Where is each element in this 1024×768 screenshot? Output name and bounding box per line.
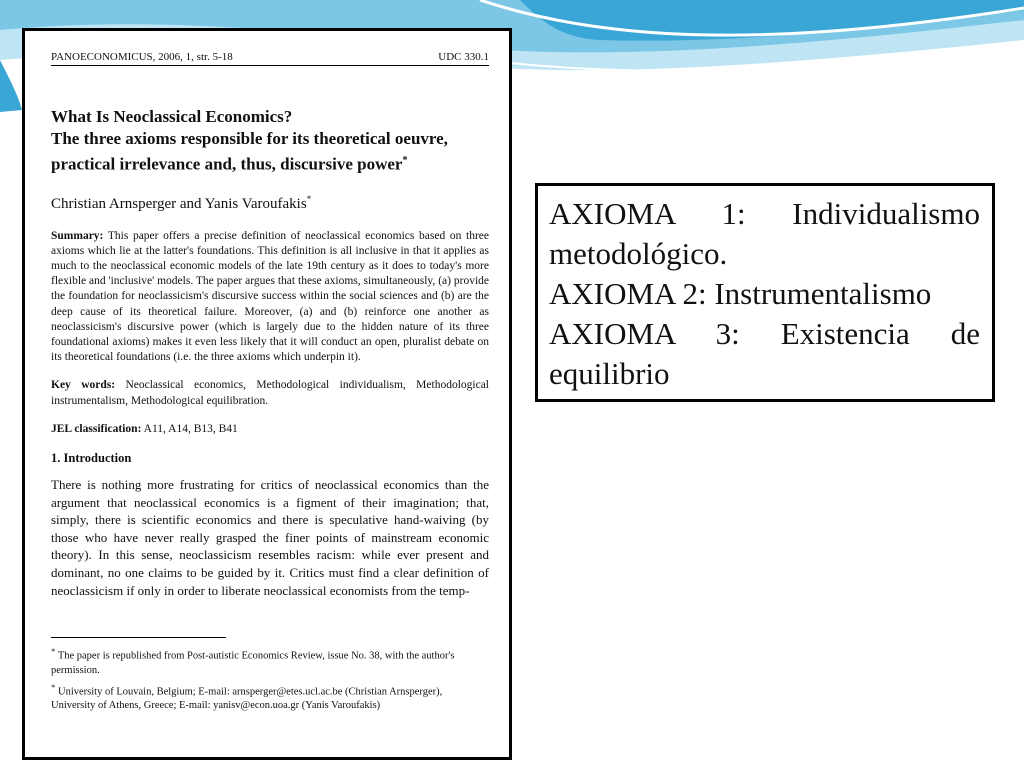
keywords-label: Key words: bbox=[51, 379, 116, 392]
footnote-1-text: The paper is republished from Post-autistic Economics Review, issue No. 38, with the author's permission. bbox=[51, 650, 455, 676]
paper-title: What Is Neoclassical Economics? bbox=[51, 107, 293, 126]
wave-left-dark bbox=[0, 60, 22, 112]
section-heading: 1. Introduction bbox=[51, 451, 132, 466]
jel-text: A11, A14, B13, B41 bbox=[143, 422, 238, 435]
summary-text: This paper offers a precise definition of neoclassical economics based on three axioms which lie at the latter's foundations. This definition is all inclusive in that it applies as much to the neoclassical economic models of the late 19th century as it does to today's more flexible and 'inclusive' models. The paper argues that these axioms, simultaneously, (a) provide the foundation for neoclassicism's discursive success within the social sciences and (b) are the deep cause of its theoretical failure. Moreover, (a) and (b) reinforce one another as neoclassicism's discursive power (which is largely due to the hidden nature of its three foundational axioms) makes it even less likely that it will conduct an open, pluralist debate on its theoretical foundations (i.e. the three axioms which underpin it). bbox=[51, 229, 489, 364]
jel-label: JEL classification: bbox=[51, 422, 142, 435]
author-footnote-marker: * bbox=[306, 193, 312, 204]
keywords-text: Neoclassical economics, Methodological individualism, Methodological instrumentalism, Methodological equilibration. bbox=[51, 379, 489, 407]
authors-text: Christian Arnsperger and Yanis Varoufakis bbox=[51, 195, 307, 212]
footnote-1: * The paper is republished from Post-autistic Economics Review, issue No. 38, with the author's permission. bbox=[51, 646, 455, 676]
footnote-2: * University of Louvain, Belgium; E-mail: arnsperger@etes.ucl.ac.be (Christian Arnsperger), University of Athens, Greece; E-mail: yanisv@econ.uoa.gr (Yanis Varoufakis) bbox=[51, 681, 443, 712]
paper-authors bbox=[51, 194, 489, 213]
paper-title-block bbox=[51, 106, 489, 176]
title-footnote-marker: * bbox=[402, 155, 408, 166]
axioms-box bbox=[535, 183, 995, 402]
paper-header bbox=[51, 51, 489, 66]
paper-page bbox=[22, 28, 512, 760]
paper-subtitle: The three axioms responsible for its theoretical oeuvre, practical irrelevance and, thus, discursive power bbox=[51, 129, 448, 174]
journal-citation: PANOECONOMICUS, 2006, 1, str. 5-18 bbox=[51, 51, 233, 63]
summary-label: Summary: bbox=[51, 229, 104, 242]
paper-keywords bbox=[51, 378, 489, 408]
paper-summary bbox=[51, 229, 489, 366]
footnote-2-text: University of Louvain, Belgium; E-mail: arnsperger@etes.ucl.ac.be (Christian Arnsperger), University of Athens, Greece; E-mail: yanisv@econ.uoa.gr (Yanis Varoufakis) bbox=[51, 686, 443, 712]
udc-code: UDC 330.1 bbox=[438, 51, 489, 63]
axiom-2: AXIOMA 2: Instrumentalismo bbox=[549, 276, 932, 311]
footnotes bbox=[51, 644, 489, 713]
paper-jel bbox=[51, 422, 489, 437]
footnote-divider bbox=[51, 637, 226, 638]
intro-paragraph: There is nothing more frustrating for critics of neoclassical economics than the argument that neoclassical economics is a figment of their imagination; that, simply, there is scientific economics and there is speculative hand-waiving (by those who have never really grasped the finer points of mainstream economic theory). In this sense, neoclassicism resembles racism: while ever present and dominant, no one claims to be guided by it. Critics must find a clear definition of neoclassicism if only in order to liberate neoclassical economists from the temp- bbox=[51, 477, 489, 598]
axiom-3: AXIOMA 3: Existencia de equilibrio bbox=[549, 316, 980, 391]
axiom-1: AXIOMA 1: Individualismo metodológico. bbox=[549, 196, 980, 271]
